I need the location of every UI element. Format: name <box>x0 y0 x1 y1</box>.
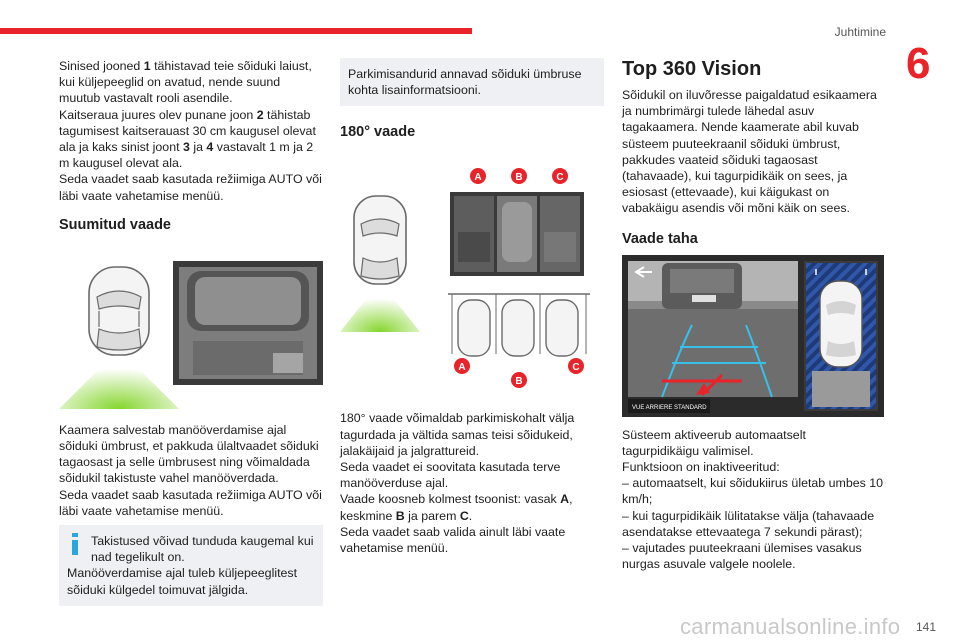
column-right <box>622 58 886 572</box>
view-180-heading: 180° vaade <box>340 124 416 141</box>
column-left <box>59 58 323 606</box>
rear-view-heading: Vaade taha <box>622 230 698 247</box>
label-c-bottom <box>568 358 584 374</box>
svg-text:C: C <box>572 362 580 374</box>
svg-text:A: A <box>458 362 466 374</box>
header-red-bar <box>0 28 472 34</box>
zoom-view-text: Kaamera salvestab manööverdamise ajal sõiduki ümbrust, et pakkuda ülaltvaadet sõiduki tagaosast ja selle ümbrusest ning võimaldada sõidukil takistuste vahel manööverdada. Seda vaadet saab kasutada režiimiga AUTO või läbi vaate vahetamise menüü. <box>59 422 322 518</box>
camera-180-screen <box>450 192 584 276</box>
svg-text:A: A <box>474 172 482 184</box>
top360-intro: Sõidukil on iluvõresse paigaldatud esikaamera ja numbrimärgi tulede lähedal asuv tagakaamera. Nende kaamerate abil kuvab süsteem puuteekraanil sõiduki ümbrust, pakkudes vaateid sõiduki tagaosast (tahavaade), kui tagurpidikäik on sees, ja esiosast (ettevaade), kui käigukast on vabakäigu asendis või mõni käik on sees. <box>622 88 877 216</box>
svg-text:B: B <box>515 172 523 184</box>
sensor-note-box: Parkimisandurid annavad sõiduki ümbruse kohta lisainformatsiooni. <box>340 58 604 106</box>
zoom-view-illustration <box>59 241 323 413</box>
column-middle <box>340 58 604 556</box>
top-view-panel <box>804 261 878 411</box>
label-a-top <box>470 168 486 184</box>
screen-label-text: VUE ARRIERE STANDARD <box>632 404 707 411</box>
top360-heading: Top 360 Vision <box>622 58 762 80</box>
rear-camera-feed <box>628 261 798 397</box>
label-c-top <box>552 168 568 184</box>
page-number: 141 <box>915 620 936 634</box>
label-b-top <box>511 168 527 184</box>
parking-lot-diagram <box>448 294 590 356</box>
car-top-icon <box>89 267 149 355</box>
section-title: Juhtimine <box>834 25 886 39</box>
car-top-icon <box>354 196 406 284</box>
svg-text:C: C <box>556 172 564 184</box>
rear-view-screen <box>622 255 884 417</box>
svg-text:B: B <box>515 376 523 388</box>
view-180-illustration <box>340 148 604 404</box>
watermark: carmanualsonline.info <box>680 614 901 639</box>
camera-field-glow <box>340 284 420 332</box>
view-180-text: 180° vaade võimaldab parkimiskohalt välja tagurdada ja vältida samas teisi sõidukeid, jalakäijaid ja jalgrattureid. Seda vaadet ei soovitata kasutada terve manööverduse ajal. Vaade koosneb kolmest tsoonist: vasak A, keskmine B ja parem C. Seda vaadet saab valida ainult läbi vaate vahetamise menüü. <box>340 411 575 556</box>
info-box: Takistused võivad tunduda kaugemal kui nad tegelikult on. Manööverdamise ajal tuleb küljepeeglitest sõiduki külgedel toimuvat jälgida. <box>59 525 323 606</box>
zoom-view-heading: Suumitud vaade <box>59 216 171 233</box>
label-a-bottom <box>454 358 470 374</box>
rear-view-text: Süsteem aktiveerub automaatselt tagurpidikäigu valimisel. Funktsioon on inaktiveeritud: – automaatselt, kui sõidukiirus ületab umbes 10 km/h; – kui tagurpidikäik lülitatakse välja (tahavaade asendatakse ettevaatega 7 sekundi pärast); – vajutades puuteekraani ülemises vasakus nurgas asuvale valgele noolele. <box>622 427 884 572</box>
label-b-bottom <box>511 372 527 388</box>
camera-screen-image <box>173 261 323 385</box>
intro-paragraph: Sinised jooned 1 tähistavad teie sõiduki laiust, kui küljepeeglid on avatud, nende suund muutub vastavalt rooli asendile. Kaitseraua juures olev punane joon 2 tähistab tagumisest kaitserauast 30 cm kaugusel olevat ala ja kaks sinist joont 3 ja 4 vastavalt 1 m ja 2 m kaugusel olevat ala. Seda vaadet saab kasutada režiimiga AUTO või läbi vaate vahetamise menüü. <box>59 59 322 203</box>
camera-field-glow <box>59 351 179 409</box>
chapter-number: 6 <box>906 39 931 88</box>
info-icon <box>67 533 83 555</box>
